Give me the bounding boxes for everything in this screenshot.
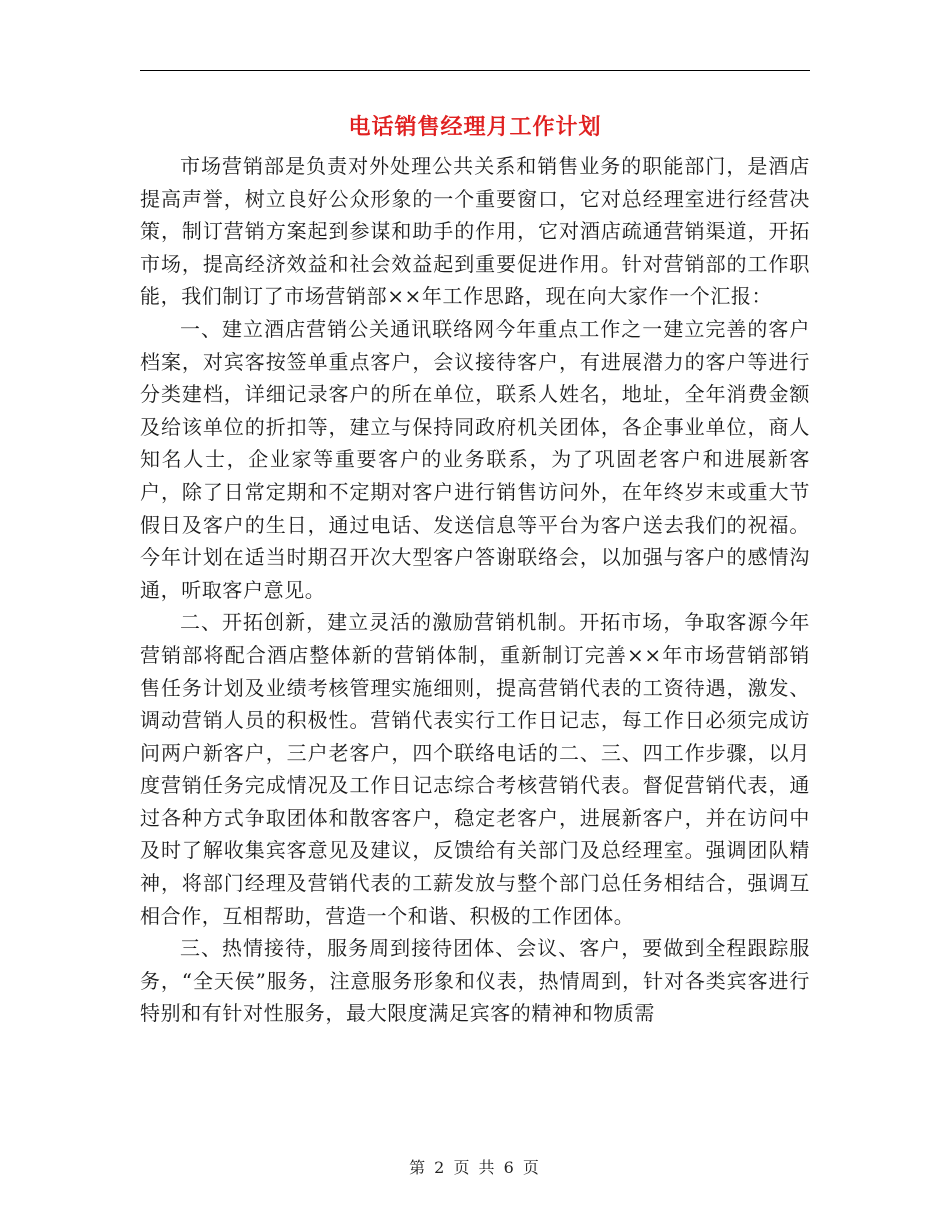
paragraph-section-1: 一、建立酒店营销公关通讯联络网今年重点工作之一建立完善的客户档案，对宾客按签单重点客户，会议接待客户，有进展潜力的客户等进行分类建档，详细记录客户的所在单位，联系人姓名，地址，全年消费金额及给该单位的折扣等，建立与保持同政府机关团体，各企事业单位，商人知名人士，企业家等重要客户的业务联系，为了巩固老客户和进展新客户，除了日常定期和不定期对客户进行销售访问外，在年终岁末或重大节假日及客户的生日，通过电话、发送信息等平台为客户送去我们的祝福。今年计划在适当时期召开次大型客户答谢联络会，以加强与客户的感情沟通，听取客户意见。 [140,316,810,602]
paragraph-section-3: 三、热情接待，服务周到接待团体、会议、客户，要做到全程跟踪服务，“全天侯”服务，注意服务形象和仪表，热情周到，针对各类宾客进行特别和有针对性服务，最大限度满足宾客的精神和物质需 [140,936,810,1026]
header-rule [140,70,810,71]
paragraph-intro: 市场营销部是负责对外处理公共关系和销售业务的职能部门，是酒店提高声誉，树立良好公众形象的一个重要窗口，它对总经理室进行经营决策，制订营销方案起到参谋和助手的作用，它对酒店疏通营销渠道，开拓市场，提高经济效益和社会效益起到重要促进作用。针对营销部的工作职能，我们制订了市场营销部××年工作思路，现在向大家作一个汇报： [140,154,810,309]
document-title: 电话销售经理月工作计划 [348,114,602,140]
document-body [140,150,810,1030]
paragraph-section-2: 二、开拓创新，建立灵活的激励营销机制。开拓市场，争取客源今年营销部将配合酒店整体新的营销体制，重新制订完善××年市场营销部销售任务计划及业绩考核管理实施细则，提高营销代表的工资待遇，激发、调动营销人员的积极性。营销代表实行工作日记志，每工作日必须完成访问两户新客户，三户老客户，四个联络电话的二、三、四工作步骤，以月度营销任务完成情况及工作日记志综合考核营销代表。督促营销代表，通过各种方式争取团体和散客客户，稳定老客户，进展新客户，并在访问中及时了解收集宾客意见及建议，反馈给有关部门及总经理室。强调团队精神，将部门经理及营销代表的工薪发放与整个部门总任务相结合，强调互相合作，互相帮助，营造一个和谐、积极的工作团体。 [140,610,810,928]
page-number: 第 2 页 共 6 页 [409,1158,541,1177]
